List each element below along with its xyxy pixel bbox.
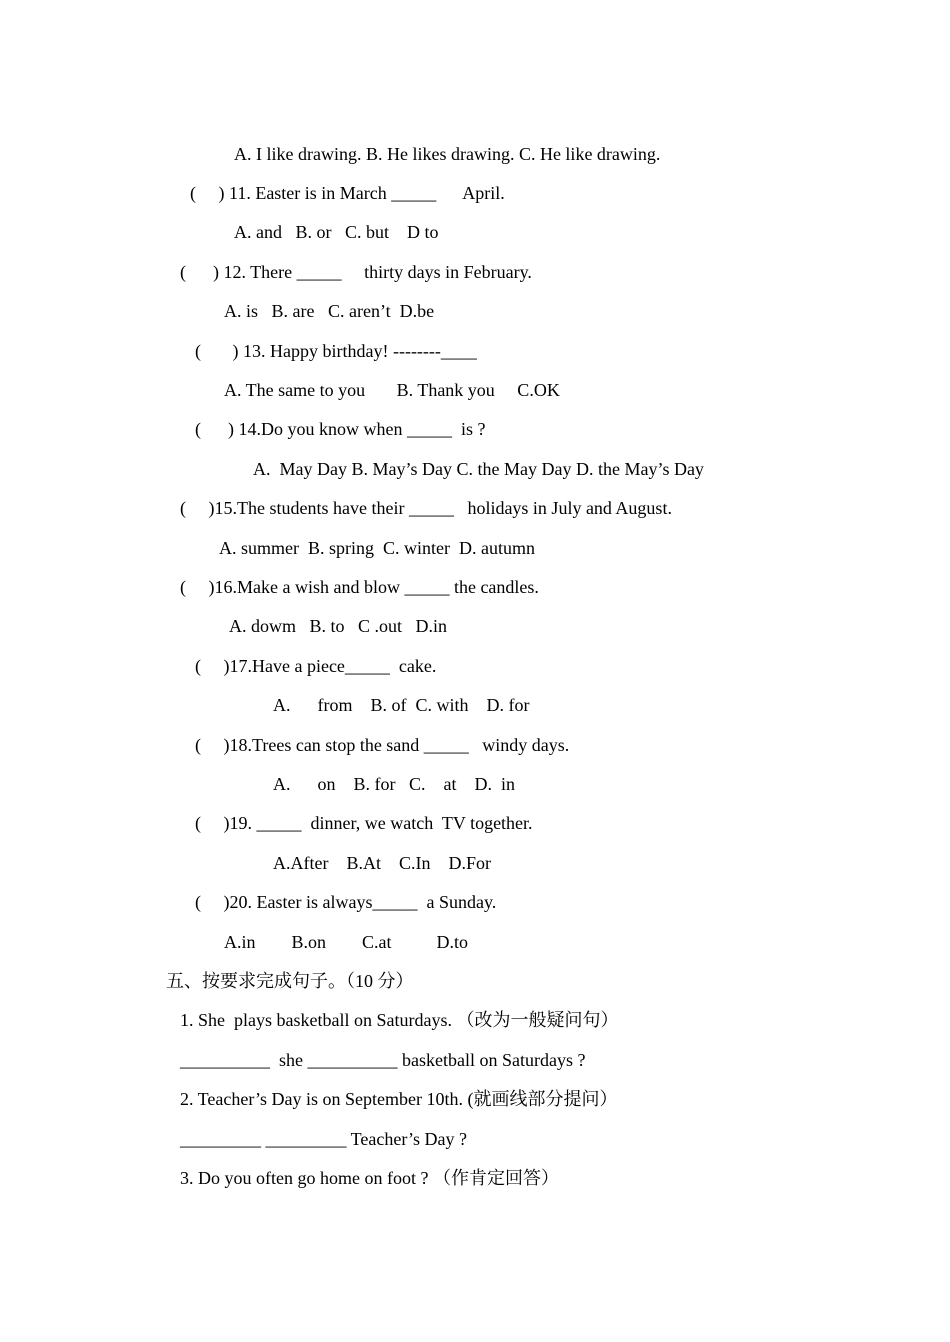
sentence-task-2: 2. Teacher’s Day is on September 10th. (就画线部分提问） <box>180 1089 618 1109</box>
question-15: ( )15.The students have their _____ holidays in July and August. <box>180 498 672 518</box>
q14-options: A. May Day B. May’s Day C. the May Day D. the May’s Day <box>253 459 704 479</box>
q11-options: A. and B. or C. but D to <box>234 222 439 242</box>
question-17: ( )17.Have a piece_____ cake. <box>195 656 437 676</box>
q20-options: A.in B.on C.at D.to <box>224 932 469 952</box>
q12-options: A. is B. are C. aren’t D.be <box>224 301 435 321</box>
question-11: ( ) 11. Easter is in March _____ April. <box>190 183 505 203</box>
question-12: ( ) 12. There _____ thirty days in February. <box>180 262 532 282</box>
q13-options: A. The same to you B. Thank you C.OK <box>224 380 560 400</box>
q15-options: A. summer B. spring C. winter D. autumn <box>219 538 535 558</box>
q19-options: A.After B.At C.In D.For <box>273 853 491 873</box>
question-19: ( )19. _____ dinner, we watch TV together. <box>195 813 533 833</box>
sentence-task-1: 1. She plays basketball on Saturdays. （改为一般疑问句） <box>180 1010 619 1030</box>
q16-options: A. dowm B. to C .out D.in <box>229 616 448 636</box>
sentence-task-1-answer: __________ she __________ basketball on Saturdays ? <box>180 1050 586 1070</box>
section-5-heading: 五、按要求完成句子。（10 分） <box>166 971 414 991</box>
question-13: ( ) 13. Happy birthday! --------____ <box>195 341 477 361</box>
question-18: ( )18.Trees can stop the sand _____ windy days. <box>195 735 570 755</box>
q18-options: A. on B. for C. at D. in <box>273 774 515 794</box>
question-14: ( ) 14.Do you know when _____ is ? <box>195 419 486 439</box>
q10-options: A. I like drawing. B. He likes drawing. C. He like drawing. <box>234 144 661 164</box>
sentence-task-3: 3. Do you often go home on foot ? （作肯定回答） <box>180 1168 559 1188</box>
q17-options: A. from B. of C. with D. for <box>273 695 530 715</box>
question-16: ( )16.Make a wish and blow _____ the candles. <box>180 577 539 597</box>
question-20: ( )20. Easter is always_____ a Sunday. <box>195 892 497 912</box>
sentence-task-2-answer: _________ _________ Teacher’s Day ? <box>180 1129 468 1149</box>
